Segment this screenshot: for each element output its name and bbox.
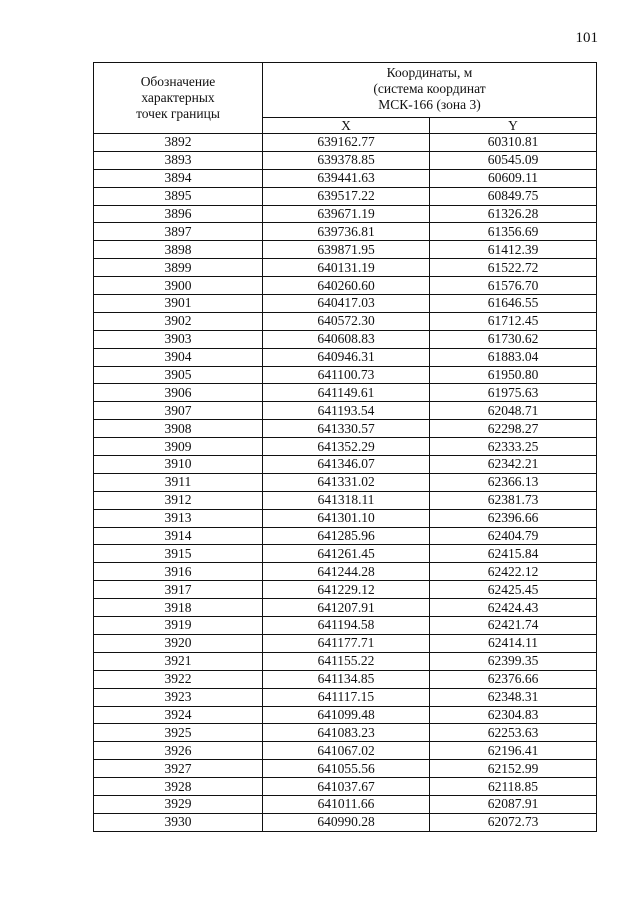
point-cell: 3925: [94, 724, 263, 742]
table-row: [94, 670, 597, 688]
table-row: [94, 778, 597, 796]
point-cell: 3928: [94, 778, 263, 796]
x-cell: 640417.03: [263, 295, 430, 313]
x-column-header: X: [263, 118, 430, 134]
y-cell: 60545.09: [430, 151, 597, 169]
table-row: [94, 581, 597, 599]
points-column-header: [94, 63, 263, 134]
x-cell: 639162.77: [263, 134, 430, 152]
point-cell: 3911: [94, 473, 263, 491]
x-cell: 641346.07: [263, 456, 430, 474]
x-cell: 639441.63: [263, 169, 430, 187]
x-cell: 641117.15: [263, 688, 430, 706]
x-cell: 641100.73: [263, 366, 430, 384]
x-cell: 641229.12: [263, 581, 430, 599]
table-row: [94, 420, 597, 438]
y-cell: 62425.45: [430, 581, 597, 599]
point-cell: 3924: [94, 706, 263, 724]
point-cell: 3902: [94, 312, 263, 330]
x-cell: 641055.56: [263, 760, 430, 778]
table-row: [94, 241, 597, 259]
table-row: [94, 330, 597, 348]
y-cell: 61646.55: [430, 295, 597, 313]
table-row: [94, 277, 597, 295]
point-cell: 3927: [94, 760, 263, 778]
point-cell: 3918: [94, 599, 263, 617]
table-row: [94, 169, 597, 187]
table-row: [94, 599, 597, 617]
x-cell: 641083.23: [263, 724, 430, 742]
y-cell: 62424.43: [430, 599, 597, 617]
point-cell: 3920: [94, 634, 263, 652]
table-row: [94, 634, 597, 652]
x-cell: 641244.28: [263, 563, 430, 581]
point-cell: 3919: [94, 617, 263, 635]
table-body: [94, 134, 597, 832]
table-row: [94, 134, 597, 152]
point-cell: 3917: [94, 581, 263, 599]
y-cell: 61883.04: [430, 348, 597, 366]
points-header-line: точек границы: [136, 106, 220, 121]
point-cell: 3922: [94, 670, 263, 688]
x-cell: 641261.45: [263, 545, 430, 563]
x-cell: 641285.96: [263, 527, 430, 545]
table-row: [94, 438, 597, 456]
point-cell: 3900: [94, 277, 263, 295]
x-cell: 641011.66: [263, 795, 430, 813]
point-cell: 3899: [94, 259, 263, 277]
table-row: [94, 795, 597, 813]
table-row: [94, 813, 597, 831]
point-cell: 3896: [94, 205, 263, 223]
y-cell: 62396.66: [430, 509, 597, 527]
y-cell: 61576.70: [430, 277, 597, 295]
coords-header-line: МСК-166 (зона 3): [378, 97, 481, 112]
x-cell: 641301.10: [263, 509, 430, 527]
table-row: [94, 527, 597, 545]
x-cell: 641177.71: [263, 634, 430, 652]
table-row: [94, 509, 597, 527]
y-cell: 62415.84: [430, 545, 597, 563]
point-cell: 3904: [94, 348, 263, 366]
y-cell: 62421.74: [430, 617, 597, 635]
table-row: [94, 151, 597, 169]
x-cell: 639378.85: [263, 151, 430, 169]
x-cell: 641207.91: [263, 599, 430, 617]
y-cell: 62253.63: [430, 724, 597, 742]
table-row: [94, 348, 597, 366]
table-row: [94, 652, 597, 670]
table-row: [94, 760, 597, 778]
x-cell: 639671.19: [263, 205, 430, 223]
point-cell: 3898: [94, 241, 263, 259]
y-cell: 62087.91: [430, 795, 597, 813]
table-row: [94, 366, 597, 384]
x-cell: 640260.60: [263, 277, 430, 295]
table-row: [94, 312, 597, 330]
x-cell: 641155.22: [263, 652, 430, 670]
point-cell: 3915: [94, 545, 263, 563]
point-cell: 3903: [94, 330, 263, 348]
y-cell: 60849.75: [430, 187, 597, 205]
page-number: 101: [575, 30, 598, 46]
points-header-line: Обозначение: [140, 74, 216, 89]
x-cell: 640572.30: [263, 312, 430, 330]
y-cell: 62304.83: [430, 706, 597, 724]
point-cell: 3895: [94, 187, 263, 205]
x-cell: 639871.95: [263, 241, 430, 259]
x-cell: 640608.83: [263, 330, 430, 348]
x-cell: 641134.85: [263, 670, 430, 688]
x-cell: 641037.67: [263, 778, 430, 796]
x-cell: 641149.61: [263, 384, 430, 402]
point-cell: 3905: [94, 366, 263, 384]
point-cell: 3929: [94, 795, 263, 813]
point-cell: 3923: [94, 688, 263, 706]
x-cell: 641330.57: [263, 420, 430, 438]
y-cell: 62399.35: [430, 652, 597, 670]
y-cell: 61522.72: [430, 259, 597, 277]
table-row: [94, 473, 597, 491]
x-cell: 641067.02: [263, 742, 430, 760]
table-row: [94, 187, 597, 205]
y-cell: 61326.28: [430, 205, 597, 223]
point-cell: 3892: [94, 134, 263, 152]
point-cell: 3921: [94, 652, 263, 670]
y-cell: 61712.45: [430, 312, 597, 330]
point-cell: 3894: [94, 169, 263, 187]
table-row: [94, 402, 597, 420]
table-row: [94, 742, 597, 760]
y-cell: 62118.85: [430, 778, 597, 796]
table-row: [94, 563, 597, 581]
y-cell: 61356.69: [430, 223, 597, 241]
coordinates-table: [93, 62, 597, 832]
y-cell: 62298.27: [430, 420, 597, 438]
table-row: [94, 205, 597, 223]
point-cell: 3914: [94, 527, 263, 545]
y-cell: 62366.13: [430, 473, 597, 491]
table-row: [94, 545, 597, 563]
x-cell: 641194.58: [263, 617, 430, 635]
y-cell: 60310.81: [430, 134, 597, 152]
point-cell: 3913: [94, 509, 263, 527]
y-column-header: Y: [430, 118, 597, 134]
points-header-line: характерных: [141, 90, 215, 105]
x-cell: 639517.22: [263, 187, 430, 205]
table-row: [94, 688, 597, 706]
coords-header-line: (система координат: [373, 81, 486, 96]
point-cell: 3916: [94, 563, 263, 581]
x-cell: 640946.31: [263, 348, 430, 366]
y-cell: 62196.41: [430, 742, 597, 760]
table-row: [94, 617, 597, 635]
x-cell: 641318.11: [263, 491, 430, 509]
x-cell: 640990.28: [263, 813, 430, 831]
y-cell: 60609.11: [430, 169, 597, 187]
y-cell: 61950.80: [430, 366, 597, 384]
y-cell: 62348.31: [430, 688, 597, 706]
table-row: [94, 491, 597, 509]
x-cell: 639736.81: [263, 223, 430, 241]
y-cell: 62376.66: [430, 670, 597, 688]
y-cell: 62333.25: [430, 438, 597, 456]
x-cell: 641331.02: [263, 473, 430, 491]
y-cell: 62414.11: [430, 634, 597, 652]
table-row: [94, 223, 597, 241]
point-cell: 3908: [94, 420, 263, 438]
y-cell: 61730.62: [430, 330, 597, 348]
coords-header-line: Координаты, м: [386, 65, 473, 80]
y-cell: 62048.71: [430, 402, 597, 420]
point-cell: 3926: [94, 742, 263, 760]
point-cell: 3897: [94, 223, 263, 241]
point-cell: 3907: [94, 402, 263, 420]
y-cell: 62152.99: [430, 760, 597, 778]
y-cell: 62072.73: [430, 813, 597, 831]
table-row: [94, 384, 597, 402]
y-cell: 62381.73: [430, 491, 597, 509]
point-cell: 3906: [94, 384, 263, 402]
point-cell: 3912: [94, 491, 263, 509]
point-cell: 3901: [94, 295, 263, 313]
table-row: [94, 724, 597, 742]
y-cell: 62422.12: [430, 563, 597, 581]
table-row: [94, 259, 597, 277]
point-cell: 3909: [94, 438, 263, 456]
x-cell: 641099.48: [263, 706, 430, 724]
coordinates-column-header: [263, 63, 597, 118]
y-cell: 61412.39: [430, 241, 597, 259]
point-cell: 3930: [94, 813, 263, 831]
x-cell: 641352.29: [263, 438, 430, 456]
y-cell: 62404.79: [430, 527, 597, 545]
table-row: [94, 295, 597, 313]
table-row: [94, 706, 597, 724]
point-cell: 3910: [94, 456, 263, 474]
table-row: [94, 456, 597, 474]
point-cell: 3893: [94, 151, 263, 169]
x-cell: 641193.54: [263, 402, 430, 420]
y-cell: 61975.63: [430, 384, 597, 402]
x-cell: 640131.19: [263, 259, 430, 277]
y-cell: 62342.21: [430, 456, 597, 474]
